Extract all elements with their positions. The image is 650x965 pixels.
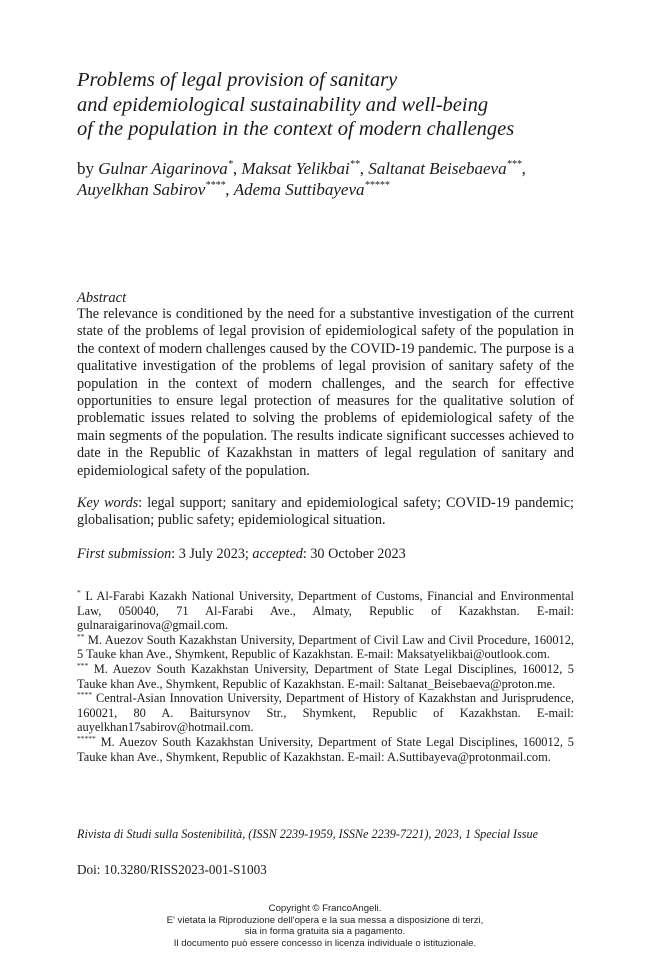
author-line <box>77 179 597 200</box>
copyright-line: Il documento può essere concesso in licenza individuale o istituzionale. <box>173 937 477 949</box>
footnote-mark: ** <box>77 631 85 641</box>
footnote-mark: ***** <box>364 180 390 191</box>
affiliation-footnotes <box>77 589 574 764</box>
keywords-label: Key words <box>77 495 139 511</box>
copyright-line: E' vietata la Riproduzione dell'opera e la sua messa a disposizione di terzi, <box>166 914 484 926</box>
footnote-text: M. Auezov South Kazakhstan University, Department of Civil Law and Civil Procedure, 160012, 5 Tauke khan Ave., Shymkent, Republic of Kazakhstan. E-mail: Maksatyelikbai@outlook.com. <box>77 632 574 662</box>
author-name: Gulnar Aigarinova <box>98 159 228 178</box>
keywords <box>77 495 574 530</box>
footnote <box>77 633 574 662</box>
footnote-mark: * <box>227 159 233 170</box>
submission-date: : 3 July 2023; <box>171 546 253 562</box>
separator: , <box>232 159 242 178</box>
footnote-mark: **** <box>77 690 92 700</box>
footnote-mark: ***** <box>77 733 96 743</box>
keywords-text: : legal support; sanitary and epidemiological safety; COVID-19 pandemic; globalisation; public safety; epidemiological situation. <box>77 495 574 529</box>
article-title <box>77 68 597 142</box>
footnote-mark: *** <box>506 159 522 170</box>
author-line: by Gulnar Aigarinova*, Maksat Yelikbai**, Saltanat Beisebaeva***, <box>77 159 526 178</box>
footnote <box>77 691 574 735</box>
footnote <box>77 735 574 764</box>
separator: , <box>359 159 369 178</box>
author-name: Auyelkhan Sabirov <box>77 180 206 199</box>
accepted-date: : 30 October 2023 <box>302 546 406 562</box>
title-line: of the population in the context of modern challenges <box>77 118 515 140</box>
author-list <box>77 158 597 200</box>
abstract-heading: Abstract <box>77 290 127 306</box>
footnote-text: M. Auezov South Kazakhstan University, Department of State Legal Disciplines, 160012, 5 Tauke khan Ave., Shymkent, Republic of Kazakhstan. E-mail: Saltanat_Beisebaeva@proton.me. <box>77 661 574 691</box>
title-line: Problems of legal provision of sanitary <box>77 69 398 91</box>
footnote <box>77 589 574 633</box>
author-name: Saltanat Beisebaeva <box>368 159 507 178</box>
footnote <box>77 662 574 691</box>
separator: , <box>225 180 234 199</box>
submission-label: First submission <box>77 546 172 562</box>
footnote-mark: *** <box>77 660 89 670</box>
author-name: Maksat Yelikbai <box>241 159 350 178</box>
abstract-text: The relevance is conditioned by the need for a substantive investigation of the current state of the problems of legal provision of epidemiological safety of the population in the context of modern challenges caused by the COVID-19 pandemic. The purpose is a qualitative investigation of the problems of legal provision of sanitary safety of the population in the context of modern challenges, and the search for effective opportunities to ensure legal protection of measures for the qualitative solution of problematic issues related to solving the problems of epidemiological safety of the main segments of the population. The results indicate significant successes achieved to date in the Republic of Kazakhstan in matters of legal regulation of sanitary and epidemiological safety of the population. <box>77 306 574 479</box>
footnote-text: Central-Asian Innovation University, Department of History of Kazakhstan and Jurisprudence, 160021, 80 A. Baitursynov Str., Shymkent, Republic of Kazakhstan. E-mail: auyelkhan17sabirov@hotmail.com. <box>77 691 574 735</box>
footnote-mark: * <box>77 588 81 597</box>
footnote-text: M. Auezov South Kazakhstan University, Department of State Legal Disciplines, 160012, 5 Tauke khan Ave., Shymkent, Republic of Kazakhstan. E-mail: A.Suttibayeva@protonmail.com. <box>77 734 574 764</box>
journal-citation: Rivista di Studi sulla Sostenibilità, (ISSN 2239-1959, ISSNe 2239-7221), 2023, 1 Special Issue <box>77 827 539 841</box>
footnote-mark: **** <box>205 180 226 191</box>
submission-dates <box>77 546 406 563</box>
author-name: Adema Suttibayeva <box>233 180 365 199</box>
copyright-notice <box>0 903 650 949</box>
doi: Doi: 10.3280/RISS2023-001-S1003 <box>77 862 267 877</box>
title-line: and epidemiological sustainability and well-being <box>77 93 489 116</box>
footnote-mark: ** <box>349 159 360 170</box>
accepted-label: accepted <box>252 546 303 562</box>
copyright-line: sia in forma gratuita sia a pagamento. <box>244 926 406 938</box>
by-label: by <box>77 159 94 178</box>
copyright-line: Copyright © FrancoAngeli. <box>268 903 382 914</box>
footnote-text: L Al-Farabi Kazakh National University, Department of Customs, Financial and Environmental Law, 050040, 71 Al-Farabi Ave., Almaty, Republic of Kazakhstan. E-mail: gulnaraigarinova@gmail.com. <box>77 589 574 633</box>
